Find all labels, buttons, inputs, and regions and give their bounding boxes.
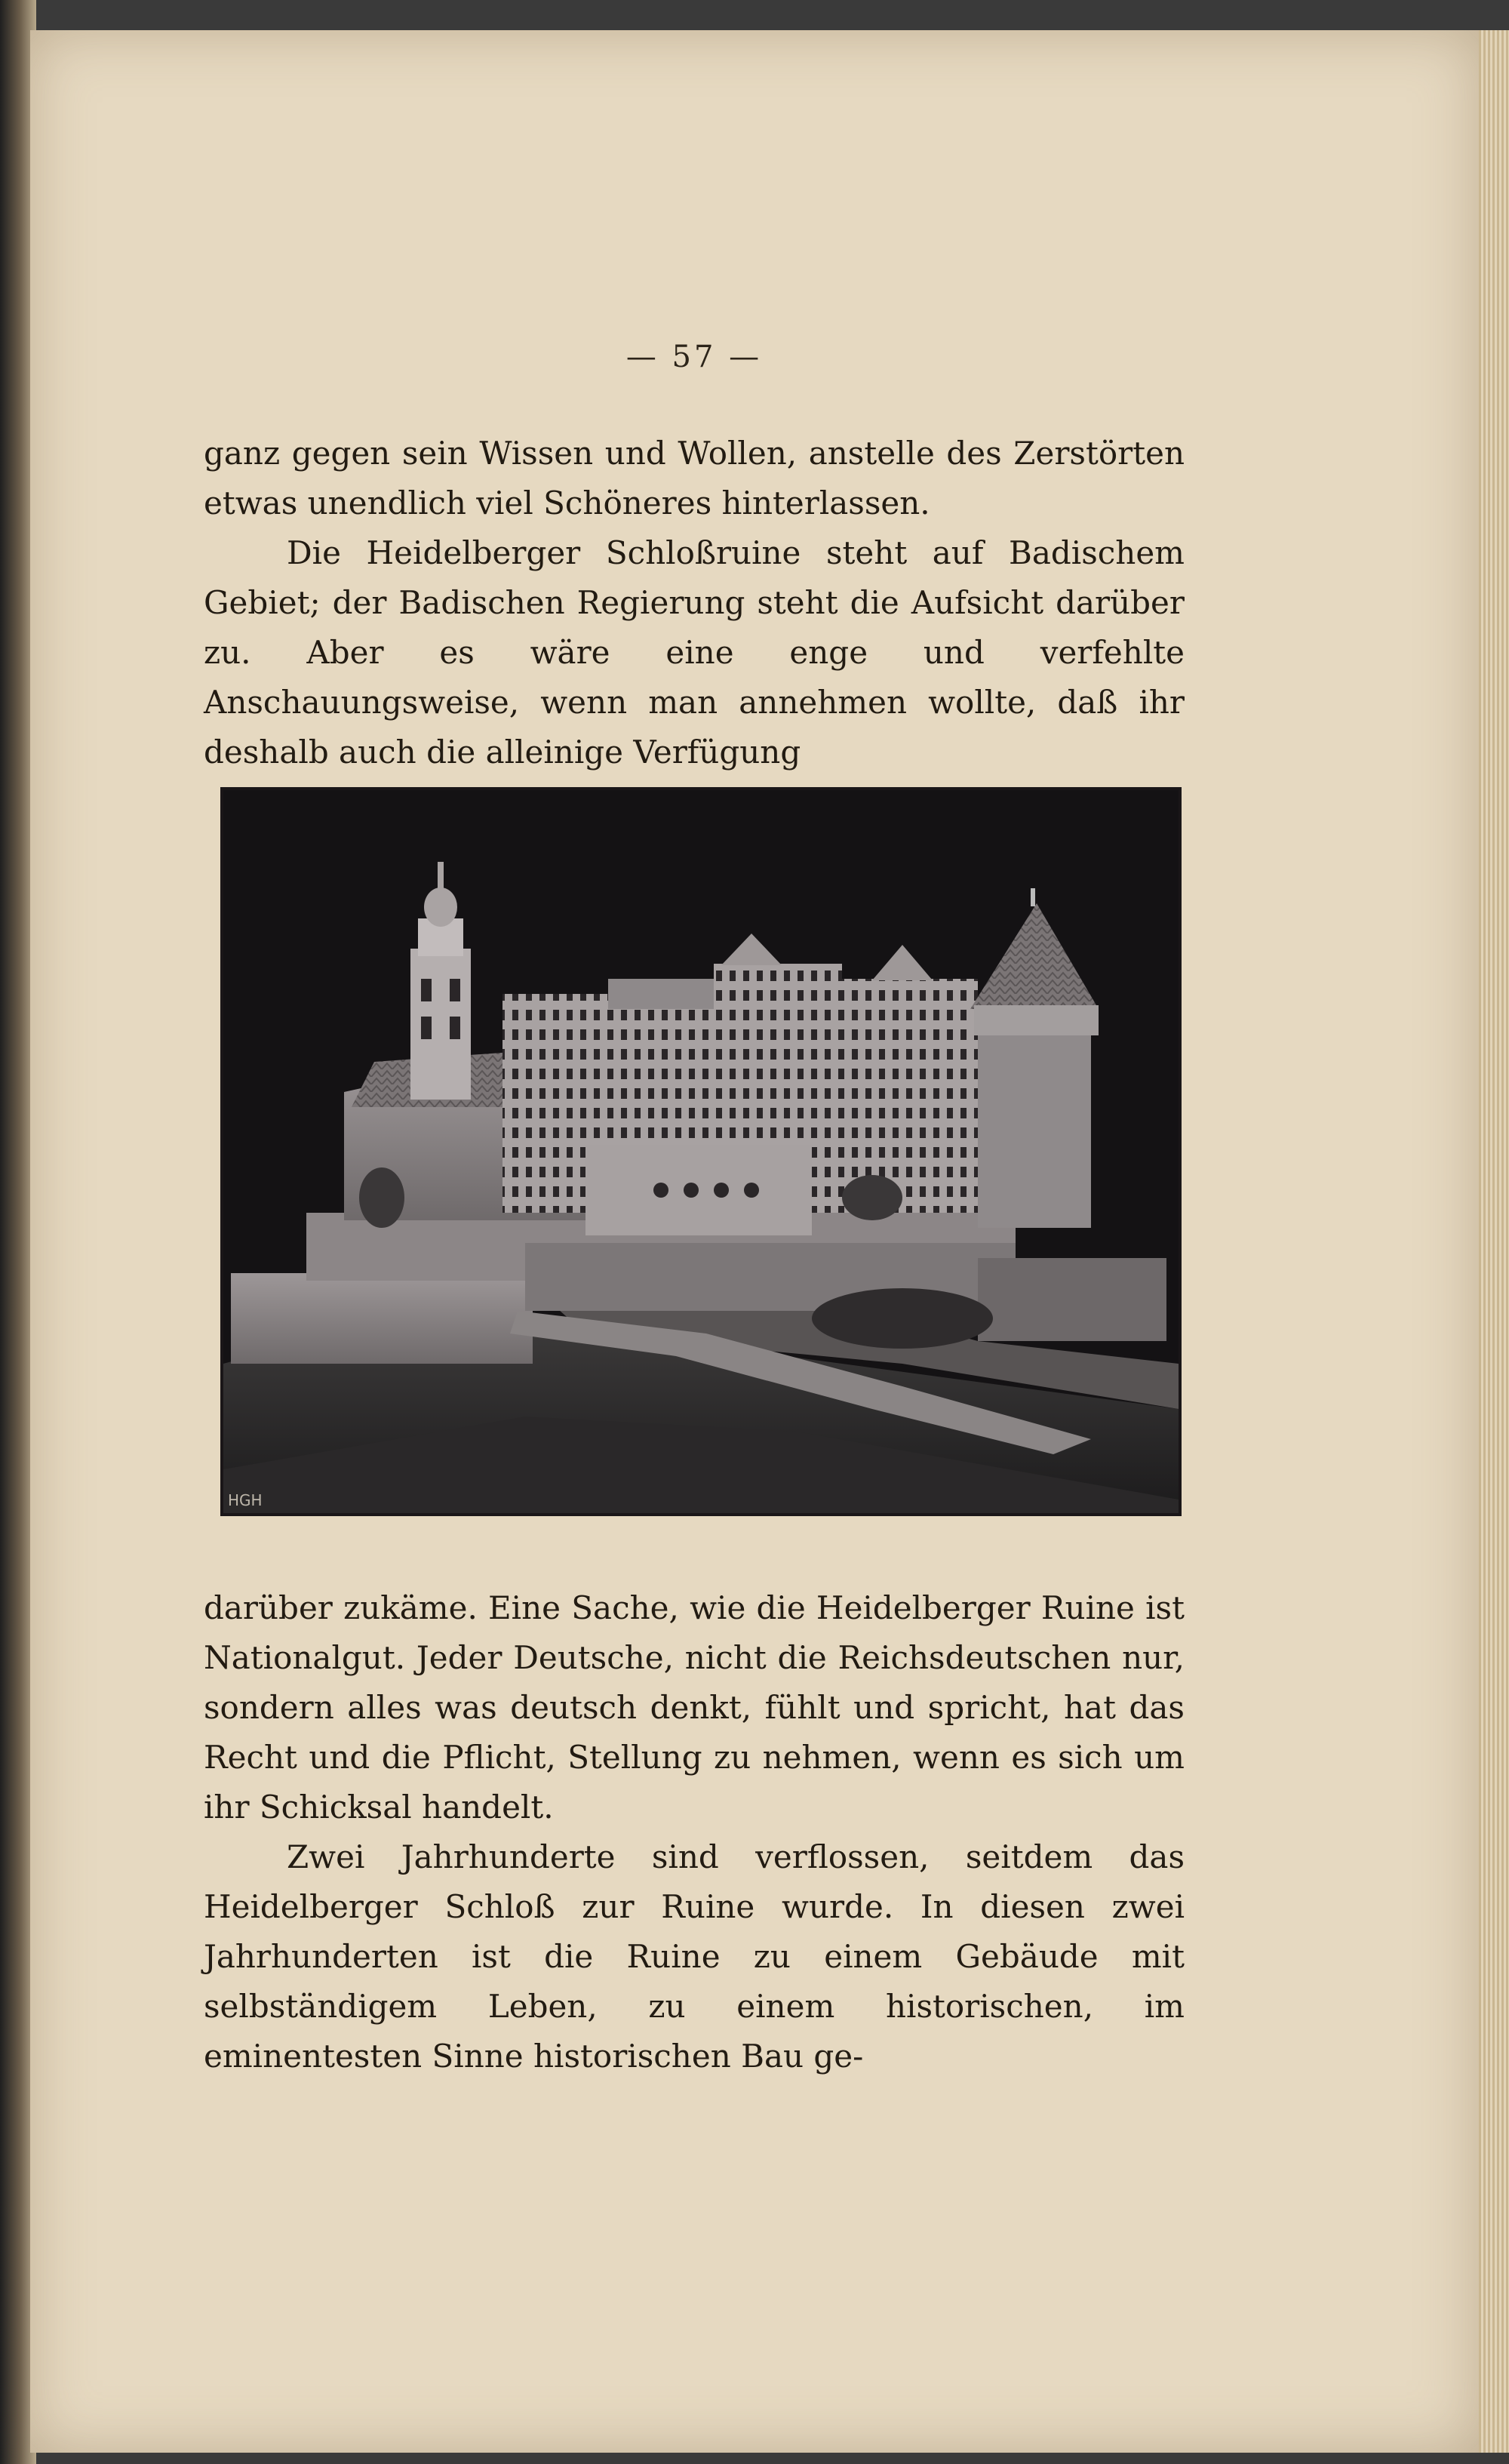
paragraph-2: Die Heidelberger Schloßruine steht auf Badischem Gebiet; der Badischen Regierung steht die Aufsicht darüber zu. Aber es wäre eine enge und verfehlte Anschauungsweise, wenn man annehmen wollte, daß ihr deshalb auch die alleinige Verfügung	[204, 534, 1185, 771]
book-page	[30, 30, 1479, 2453]
illustrator-signature: HGH	[228, 1491, 263, 1509]
paragraph-3: darüber zukäme. Eine Sache, wie die Heidelberger Ruine ist Nationalgut. Jeder Deutsche, nicht die Reichsdeutschen nur, sondern alles was deutsch denkt, fühlt und spricht, hat das Recht und die Pflicht, Stellung zu nehmen, wenn es sich um ihr Schicksal handelt.	[204, 1589, 1185, 1826]
castle-model-photo	[223, 790, 1179, 1513]
paragraph-4: Zwei Jahrhunderte sind verflossen, seitdem das Heidelberger Schloß zur Ruine wurde. In diesen zwei Jahrhunderten ist die Ruine zu einem Gebäude mit selbständigem Leben, zu einem historischen, im eminentesten Sinne historischen Bau ge-	[204, 1838, 1185, 2075]
text-block-top	[204, 429, 1185, 777]
paragraph-1: ganz gegen sein Wissen und Wollen, anstelle des Zerstörten etwas unendlich viel Schöneres hinterlassen.	[204, 435, 1185, 521]
page-number: — 57 —	[625, 340, 763, 374]
text-block-bottom	[204, 1583, 1185, 2081]
page-edges	[1479, 30, 1509, 2453]
castle-illustration	[220, 787, 1182, 1516]
